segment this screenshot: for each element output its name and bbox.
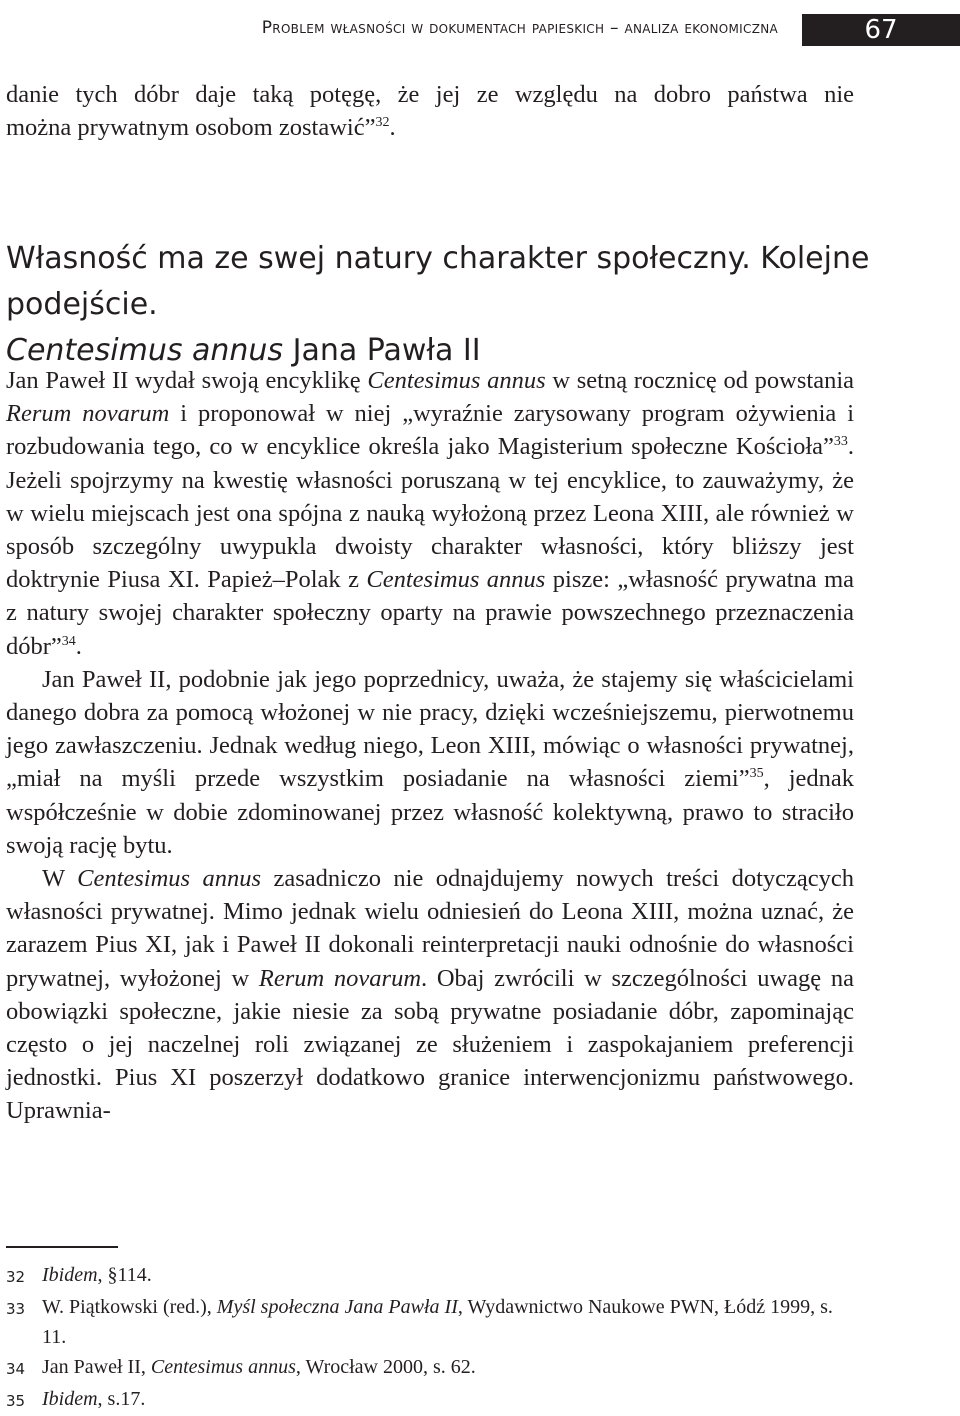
footnote-text bbox=[42, 1352, 854, 1384]
footnote-pre: W. Piątkowski (red.), bbox=[42, 1296, 217, 1318]
footnote-number: 33 bbox=[6, 1300, 26, 1318]
p3-italic-1: Centesimus annus bbox=[77, 865, 262, 893]
footnote-number: 35 bbox=[6, 1392, 26, 1410]
footnote-italic: Centesimus annus bbox=[150, 1356, 296, 1378]
running-title: Problem własności w dokumentach papieskich – analiza ekonomiczna bbox=[261, 18, 778, 38]
footnote-ref-32: 32 bbox=[375, 115, 390, 131]
footnote-ref-34: 34 bbox=[61, 633, 76, 649]
p3-italic-2: Rerum novarum bbox=[258, 964, 422, 992]
footnote-number: 34 bbox=[6, 1360, 26, 1378]
p1-text-3: i proponował w niej „wyraźnie zarysowany program ożywienia i rozbudowania tego, co w encyklice określa jako Magisterium społeczne Kościoła” bbox=[6, 400, 855, 461]
footnote-text bbox=[42, 1384, 854, 1416]
p3-text-3: . Obaj zwrócili w szczególności uwagę na obowiązki społeczne, jakie niesie za sobą prywatne posiadanie dóbr, zapominając często o jej naczelnej roli związanej ze służeniem i zaspokajaniem preferencji jednostki. Pius XI poszerzył dodatkowo granice interwencjonizmu państwowego. Uprawnia- bbox=[6, 964, 854, 1125]
section-heading bbox=[6, 236, 886, 374]
footnote-ref-35: 35 bbox=[749, 766, 764, 782]
p1-text-5: pisze: „własność prywatna ma z natury swojej charakter społeczny oparty na prawie powszechnego przeznaczenia dóbr” bbox=[6, 566, 854, 660]
p1-italic-2: Rerum novarum bbox=[6, 400, 170, 428]
footnote-rest: , Wrocław 2000, s. 62. bbox=[295, 1356, 476, 1378]
p1-italic-1: Centesimus annus bbox=[367, 367, 546, 394]
p2-text-1: Jan Paweł II, podobnie jak jego poprzednicy, uważa, że stajemy się właścicielami danego dobra za pomocą włożonej w nie pracy, dzięki wcześniejszemu, pierwotnemu jego zawłaszczeniu. Jednak według niego, Leon XIII, mówiąc o własności prywatnej, „miał na myśli przede wszystkim posiadanie na własności ziemi” bbox=[6, 665, 854, 793]
intro-line-2-end: . bbox=[389, 114, 396, 142]
intro-text bbox=[6, 78, 854, 144]
footnote-italic: Ibidem bbox=[42, 1388, 98, 1410]
p3-text-1: W bbox=[42, 865, 78, 893]
footnote-34 bbox=[6, 1352, 854, 1384]
heading-italic-title: Centesimus annus bbox=[6, 333, 284, 368]
footnote-text bbox=[42, 1260, 854, 1292]
p1-text-1: Jan Paweł II wydał swoją encyklikę bbox=[6, 367, 368, 394]
intro-line-1-text: danie tych dóbr daje taką potęgę, że jej ze względu na dobro państwa nie bbox=[6, 81, 854, 108]
paragraph-1 bbox=[6, 364, 854, 663]
footnote-text bbox=[42, 1292, 854, 1352]
heading-line-1: Własność ma ze swej natury charakter społeczny. Kolejne podejście. bbox=[6, 241, 870, 322]
footnotes bbox=[6, 1260, 854, 1416]
p1-italic-3: Centesimus annus bbox=[366, 566, 546, 594]
footnote-rest: , s.17. bbox=[97, 1388, 146, 1410]
heading-line-2-rest: Jana Pawła II bbox=[283, 333, 481, 368]
footnote-number: 32 bbox=[6, 1268, 26, 1286]
intro-line-2-text: można prywatnym osobom zostawić” bbox=[6, 114, 376, 142]
footnote-ref-33: 33 bbox=[833, 434, 848, 450]
footnote-35 bbox=[6, 1384, 854, 1416]
footnote-33 bbox=[6, 1292, 854, 1352]
footnote-pre: Jan Paweł II, bbox=[42, 1356, 151, 1378]
body-text bbox=[6, 364, 854, 1128]
footnote-italic: Myśl społeczna Jana Pawła II bbox=[216, 1296, 458, 1318]
p1-text-2: w setną rocznicę od powstania bbox=[545, 367, 854, 394]
footnote-divider bbox=[6, 1246, 118, 1248]
paragraph-3 bbox=[6, 862, 854, 1128]
footnote-italic: Ibidem bbox=[42, 1264, 98, 1286]
intro-line-2 bbox=[6, 111, 854, 144]
footnote-32 bbox=[6, 1260, 854, 1292]
page-number: 67 bbox=[802, 14, 960, 46]
p3-text-2: zasadniczo nie odnajdujemy nowych treści dotyczących własności prywatnej. Mimo jednak wielu odniesień do Leona XIII, można uznać, że zarazem Pius XI, jak i Paweł II dokonali reinterpretacji nauki odnośnie do własności prywatnej, wyłożonej w bbox=[6, 865, 855, 992]
footnote-rest: , §114. bbox=[97, 1264, 152, 1286]
p1-text-6: . bbox=[75, 632, 82, 660]
intro-line-1 bbox=[6, 78, 854, 111]
p2-text-2: , jednak współcześnie w dobie zdominowanej przez własność kolektywną, prawo to straciło swoją rację bytu. bbox=[6, 765, 855, 859]
footnote-rest: , Wydawnictwo Naukowe PWN, Łódź 1999, s. 11. bbox=[42, 1296, 833, 1348]
p1-text-4: . Jeżeli spojrzymy na kwestię własności poruszaną w tej encyklice, to zauważymy, że w wielu miejscach jest ona spójna z nauką wyłożoną przez Leona XIII, ale również w sposób szczególny uwypukla dwoisty charakter własności, który bliższy jest doktrynie Piusa XI. Papież–Polak z bbox=[6, 433, 854, 594]
running-head bbox=[0, 14, 960, 46]
paragraph-2 bbox=[6, 663, 854, 862]
